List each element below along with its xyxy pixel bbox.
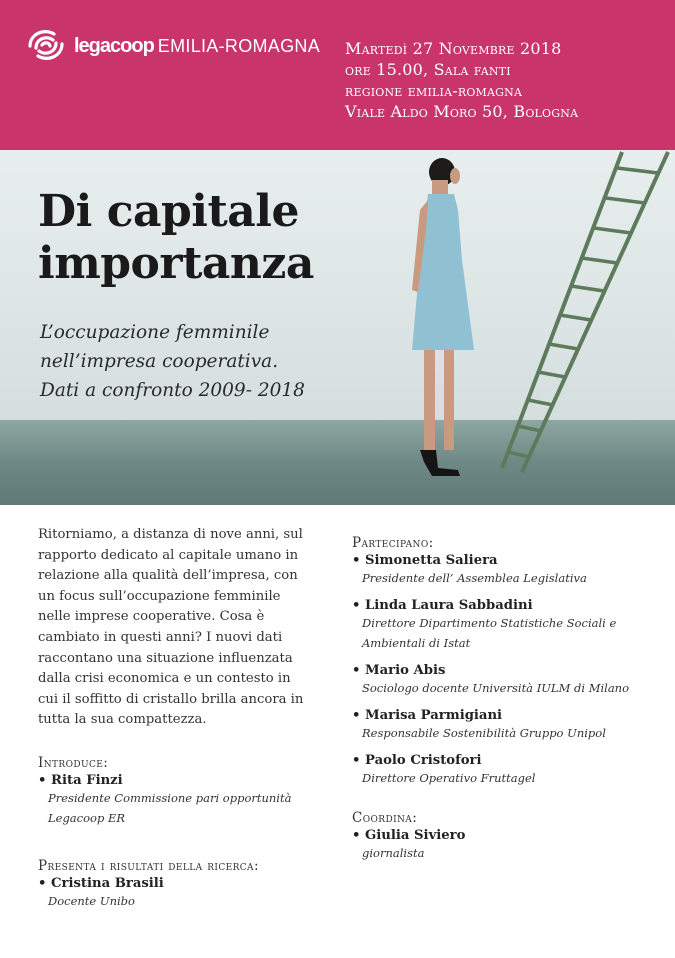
logo-brand-text: legacoop <box>74 34 154 57</box>
role-line: Presidente dell’ Assemblea Legislativa <box>362 571 587 585</box>
woman-figure <box>412 158 474 476</box>
role-line: Ambientali di Istat <box>362 636 471 650</box>
role-line: Docente Unibo <box>48 894 135 908</box>
role-line: Direttore Operativo Fruttagel <box>362 771 536 785</box>
right-column <box>352 535 652 863</box>
role-line: Direttore Dipartimento Statistiche Sociali e <box>362 616 617 630</box>
participant-role <box>352 678 652 698</box>
role-line: Legacoop ER <box>48 811 126 825</box>
subtitle-line-2: nell’impresa cooperativa. <box>40 351 279 372</box>
participant <box>352 708 652 743</box>
intro-line: relazione alla qualità dell’impresa, con <box>38 568 298 584</box>
event-details <box>345 38 578 122</box>
participant-name: • Simonetta Saliera <box>352 553 498 568</box>
participant-role <box>352 613 652 653</box>
event-address: Viale Aldo Moro 50, Bologna <box>345 102 579 121</box>
coordina-role <box>352 843 652 863</box>
participant-name: • Marisa Parmigiani <box>352 708 503 723</box>
participant-name: • Linda Laura Sabbadini <box>352 598 533 613</box>
coordina-section <box>352 810 652 863</box>
intro-line: nelle imprese cooperative. Cosa è <box>38 609 265 625</box>
participant-role <box>352 768 652 788</box>
participant-name: • Paolo Cristofori <box>352 753 482 768</box>
role-line: Presidente Commissione pari opportunità <box>48 791 292 805</box>
intro-line: rapporto dedicato al capitale umano in <box>38 547 299 563</box>
legacoop-logo <box>22 24 320 68</box>
coordina-label: Coordina: <box>352 810 418 826</box>
intro-line: dalla crisi economica e un contesto in <box>38 671 291 687</box>
introduce-section <box>38 755 291 828</box>
title-line-2: importanza <box>38 238 314 289</box>
introduce-label: Introduce: <box>38 755 109 771</box>
presenta-role <box>38 891 259 911</box>
coordina-name: • Giulia Siviero <box>352 828 466 843</box>
presenta-section <box>38 858 259 911</box>
event-venue: regione emilia-romagna <box>345 81 523 100</box>
subtitle-line-3: Dati a confronto 2009- 2018 <box>40 380 305 401</box>
role-line: giornalista <box>362 846 425 860</box>
subtitle-line-1: L’occupazione femminile <box>40 322 270 343</box>
presenta-name: • Cristina Brasili <box>38 876 164 891</box>
intro-line: un focus sull’occupazione femminile <box>38 588 281 604</box>
intro-line: cambiato in questi anni? I nuovi dati <box>38 629 283 645</box>
introduce-role <box>38 788 291 828</box>
intro-line: cui il soffitto di cristallo brilla ancora in <box>38 691 304 707</box>
presenta-label: Presenta i risultati della ricerca: <box>38 858 259 874</box>
participant <box>352 663 652 698</box>
logo-region-text: EMILIA-ROMAGNA <box>157 35 321 56</box>
role-line: Sociologo docente Università IULM di Milano <box>362 681 630 695</box>
participant-role <box>352 568 652 588</box>
event-date: Martedì 27 Novembre 2018 <box>345 39 562 58</box>
intro-line: Ritorniamo, a distanza di nove anni, sul <box>38 527 303 542</box>
intro-line: tutta la sua compattezza. <box>38 712 207 728</box>
intro-paragraph <box>38 525 338 731</box>
introduce-name: • Rita Finzi <box>38 773 123 788</box>
participant <box>352 598 652 653</box>
participant-role <box>352 723 652 743</box>
role-line: Responsabile Sostenibilità Gruppo Unipol <box>362 726 606 740</box>
legacoop-swirl-icon <box>22 24 70 68</box>
event-time-room: ore 15.00, Sala fanti <box>345 60 511 79</box>
header-banner <box>0 0 675 150</box>
poster-title <box>38 186 314 290</box>
participant <box>352 553 652 588</box>
participant <box>352 753 652 788</box>
intro-line: raccontano una situazione influenzata <box>38 650 293 666</box>
left-column <box>38 525 338 908</box>
poster-subtitle <box>40 318 305 405</box>
partecipano-label: Partecipano: <box>352 535 434 551</box>
participant-name: • Mario Abis <box>352 663 446 678</box>
ladder-icon <box>502 152 668 472</box>
hero-image <box>0 150 675 505</box>
title-line-1: Di capitale <box>38 186 300 237</box>
